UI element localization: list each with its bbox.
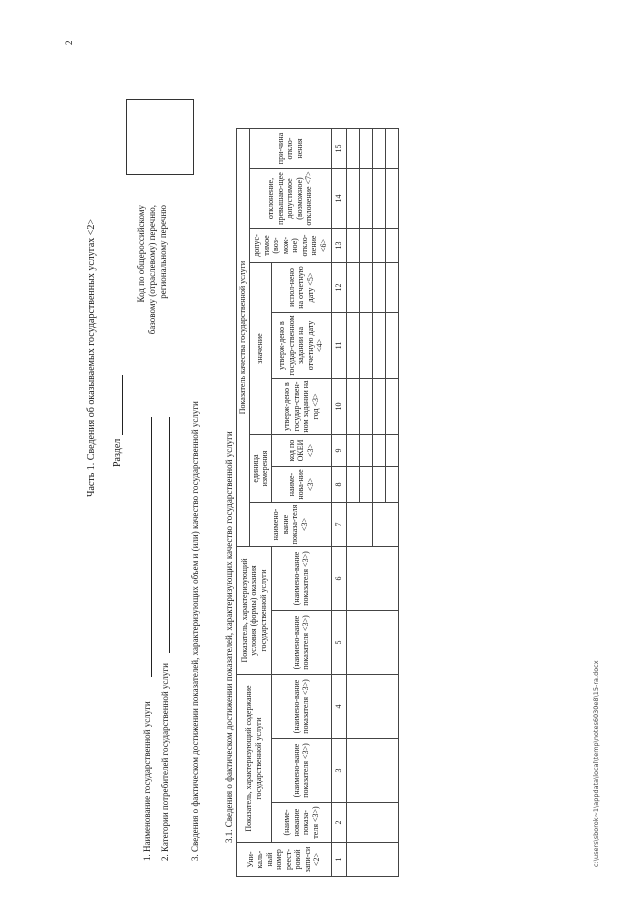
subsection-title: 3.1. Сведения о фактическом достижении показателей, характеризующих качество государственной услуги [224,431,234,843]
table-cell [372,467,385,503]
table-cell [385,467,398,503]
table-cell [346,503,372,547]
table-cell [372,169,385,229]
page-number: 2 [64,40,74,45]
table-cell [372,503,398,547]
sub-indicator-2: (наимено-вание показателя <3>) [271,739,331,803]
col-unit: единица измерения [249,435,271,503]
code-box [126,99,194,175]
file-path-footer: c:\users\sborok~1\appdata\local\temp\notes6030e8\15-ra.docx [592,660,600,867]
table-cell [346,263,359,313]
section-label: Раздел [112,438,123,467]
col-num: 12 [331,263,346,313]
col-unit-name: наиме-нова-ние <3> [271,467,331,503]
table-cell [346,803,398,843]
group-quality: Показатель качества государственной услуги [237,129,250,547]
table-row [346,129,359,877]
table-cell [346,739,398,803]
table-cell [346,843,398,877]
table-cell [372,379,385,435]
table-cell [385,379,398,435]
col-num: 15 [331,129,346,169]
col-num: 1 [331,843,346,877]
col-unique-number: Уни-каль-ный номер реест-ровой запи-си <2> [237,843,332,877]
part-title: Часть 1. Сведения об оказываемых государственных услугах <2> [86,218,97,497]
col-num: 5 [331,611,346,675]
col-approved-year: утверж-дено в государ-ствен-ном задании на год <3> [271,379,331,435]
col-num: 8 [331,467,346,503]
table-cell [359,129,372,169]
table-cell [346,547,398,611]
service-name-label: 1. Наименование государственной услуги [142,701,152,861]
col-num: 14 [331,169,346,229]
rotated-sheet [20,17,620,887]
table-cell [385,435,398,467]
col-num: 10 [331,379,346,435]
table-cell [359,169,372,229]
col-num: 7 [331,503,346,547]
table-cell [372,129,385,169]
table-cell [385,229,398,263]
col-executed: испол-нено на отчетную дату <5> [271,263,331,313]
table-cell [346,379,359,435]
col-num: 13 [331,229,346,263]
code-label: Код по общероссийскому базовому (отраслевому) перечню, региональному перечню [136,205,168,335]
table-cell [346,435,359,467]
sub-indicator-3: (наимено-вание показателя <3>) [271,675,331,739]
table-cell [359,467,372,503]
quality-table [236,128,399,877]
col-allowed-deviation: допус-тимое (воз-мож-ное) откло-нение <6> [249,229,331,263]
table-cell [372,263,385,313]
col-exceeding-deviation: отклонение, превышаю-щее допустимое (возможное) отклонение <7> [249,169,331,229]
table-cell [359,263,372,313]
table-cell [346,129,359,169]
col-num: 3 [331,739,346,803]
col-num: 6 [331,547,346,611]
table-cell [385,169,398,229]
col-indicator-name: наимено-вание показа-теля <3> [249,503,331,547]
col-num: 9 [331,435,346,467]
consumer-categories-line [169,417,170,653]
sub-indicator-4: (наимено-вание показателя <3>) [271,611,331,675]
table-cell [359,313,372,379]
column-numbers-row [331,129,346,877]
table-cell [385,313,398,379]
col-unit-code: код по ОКЕИ <3> [271,435,331,467]
col-num: 2 [331,803,346,843]
table-cell [346,313,359,379]
table-cell [372,229,385,263]
col-value: значение [249,263,271,435]
consumer-categories-label: 2. Категории потребителей государственной услуги [160,663,170,861]
table-cell [346,467,359,503]
section-number-line [122,375,123,435]
info-heading: 3. Сведения о фактическом достижении показателей, характеризующих объем и (или) качество государственной услуги [190,401,200,861]
col-num: 11 [331,313,346,379]
group-conditions: Показатель, характеризующий условия (формы) оказания государственной услуги [237,547,272,675]
sub-indicator-1: (наиме-нование показа-теля <3>) [271,803,331,843]
table-cell [359,229,372,263]
table-cell [372,313,385,379]
table-cell [359,379,372,435]
col-deviation-reason: при-чина откло-нения [249,129,331,169]
table-cell [385,263,398,313]
group-content: Показатель, характеризующий содержание государственной услуги [237,675,272,843]
table-cell [372,435,385,467]
table-cell [385,129,398,169]
table-cell [346,611,398,675]
col-approved-date: утверж-дено в государ-ственном задании на отчетную дату <4> [271,313,331,379]
col-num: 4 [331,675,346,739]
table-cell [346,675,398,739]
table-cell [346,169,359,229]
service-name-line [151,417,152,677]
sub-indicator-5: (наимено-вание показателя <3>) [271,547,331,611]
table-cell [346,229,359,263]
table-cell [359,435,372,467]
